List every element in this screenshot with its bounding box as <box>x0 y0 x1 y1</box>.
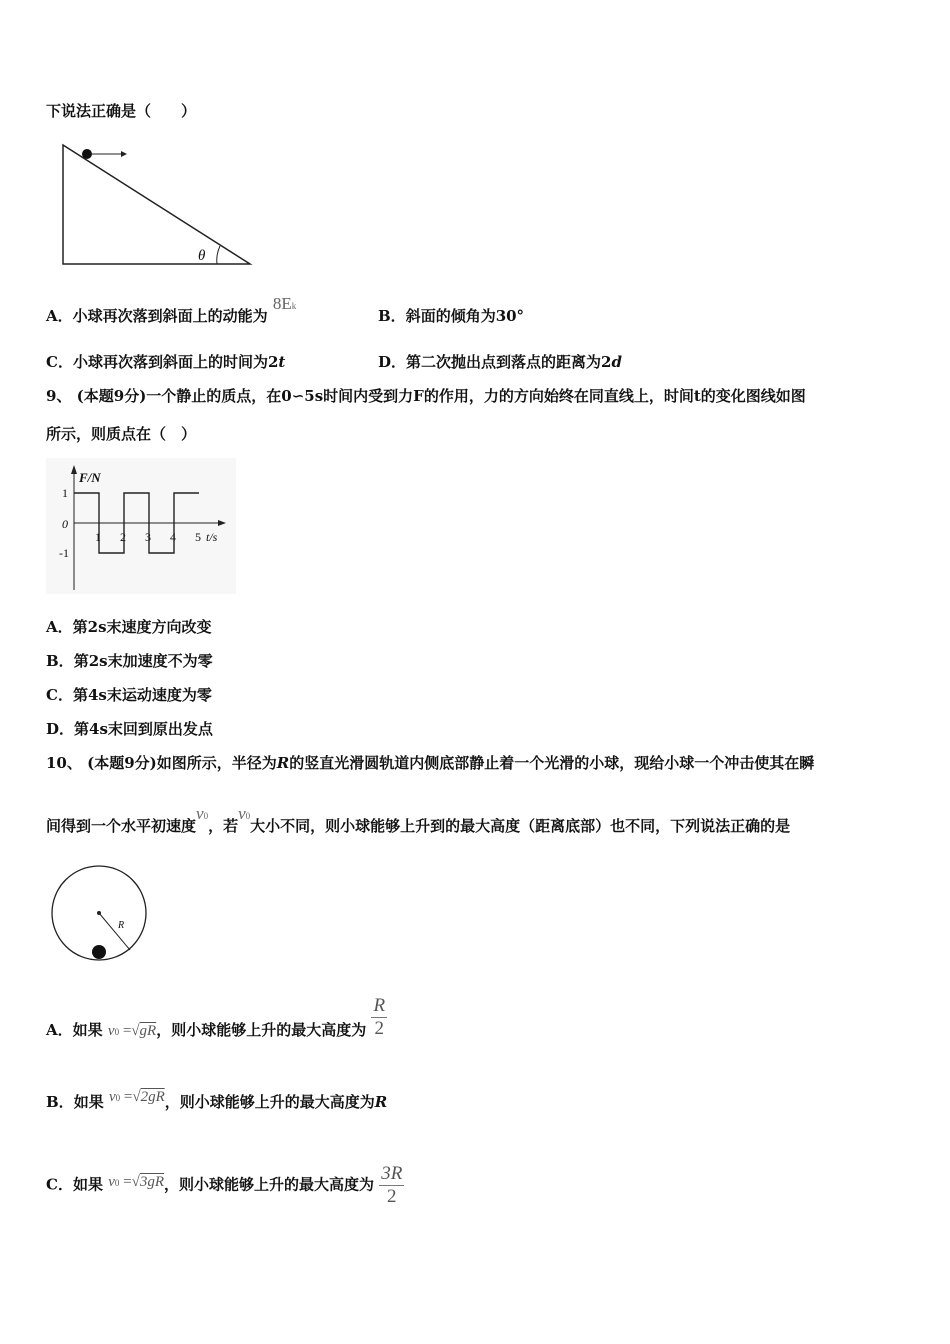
q9-stem-line1: 9、 (本题9分)一个静止的质点，在0∽5s时间内受到力F的作用，力的方向始终在同直线上，时间t的变化图线如图 <box>46 387 806 405</box>
f-axis-arrow <box>71 465 77 474</box>
q10-option-c[interactable]: C．如果 v0 =√3gR，则小球能够上升的最大高度为 $\frac{3R}{2}$ <box>46 1163 403 1207</box>
y-tick-label: 0 <box>62 517 68 531</box>
angle-label: θ <box>198 248 206 264</box>
q10-stem-line2: 间得到一个水平初速度v0，若v0大小不同，则小球能够上升到的最大高度（距离底部）也不同，下列说法正确的是 <box>46 804 791 835</box>
q9-option-d[interactable]: D．第4s末回到原出发点 <box>46 720 213 738</box>
y-tick-label: -1 <box>59 546 69 560</box>
q9-stem-line2: 所示，则质点在（ ） <box>46 425 197 443</box>
t-axis-label: t/s <box>206 530 218 544</box>
radius-line <box>99 913 130 950</box>
radius-label: R <box>118 920 125 931</box>
x-tick-label: 3 <box>145 530 151 544</box>
q10-circle-figure <box>48 862 152 966</box>
q9-option-b[interactable]: B．第2s末加速度不为零 <box>46 652 213 670</box>
t-axis-arrow <box>218 520 226 526</box>
x-tick-label: 4 <box>170 530 176 544</box>
v0-math: v0 <box>196 804 209 823</box>
q10-stem-line1: 10、 (本题9分)如图所示，半径为R的竖直光滑圆轨道内侧底部静止着一个光滑的小球，现给小球一个冲击使其在瞬 <box>46 754 815 772</box>
v0-equation: v0 =√2gR <box>108 1089 165 1105</box>
q10-option-a[interactable]: A．如果 v0 =√gR，则小球能够上升的最大高度为 $\frac{R}{2}$ <box>46 994 386 1039</box>
kinetic-energy-math: 8Ek <box>272 294 297 313</box>
q9-option-a[interactable]: A．第2s末速度方向改变 <box>46 618 212 636</box>
f-axis-label: F/N <box>79 470 101 485</box>
q8-incline-figure <box>55 140 260 270</box>
angle-arc <box>217 246 220 264</box>
q8-option-a[interactable]: A．小球再次落到斜面上的动能为 8Ek <box>46 294 297 325</box>
v0-equation: v0 =√3gR <box>108 1173 164 1190</box>
velocity-arrowhead <box>121 151 127 157</box>
incline-triangle <box>63 145 250 264</box>
height-fraction: $\frac{R}{2}$ <box>373 994 386 1039</box>
q8-option-c[interactable]: C．小球再次落到斜面上的时间为2t <box>46 353 286 371</box>
y-tick-label: 1 <box>62 486 68 500</box>
q10-option-b[interactable]: B．如果 v0 =√2gR，则小球能够上升的最大高度为R <box>46 1089 388 1111</box>
x-tick-label: 5 <box>195 530 201 544</box>
ball <box>82 149 92 159</box>
ball <box>92 945 106 959</box>
q8-stem-tail: 下说法正确是（ ） <box>46 102 197 120</box>
x-tick-label: 2 <box>120 530 126 544</box>
x-tick-label: 1 <box>95 530 101 544</box>
q8-option-d[interactable]: D．第二次抛出点到落点的距离为2d <box>378 353 622 371</box>
height-fraction: $\frac{3R}{2}$ <box>381 1163 403 1207</box>
v0-equation: v0 =√gR <box>107 1023 157 1039</box>
q9-option-c[interactable]: C．第4s末运动速度为零 <box>46 686 212 704</box>
v0-math: v0 <box>238 804 251 823</box>
q9-force-time-chart <box>46 458 236 594</box>
q8-option-b[interactable]: B．斜面的倾角为30° <box>378 307 525 325</box>
